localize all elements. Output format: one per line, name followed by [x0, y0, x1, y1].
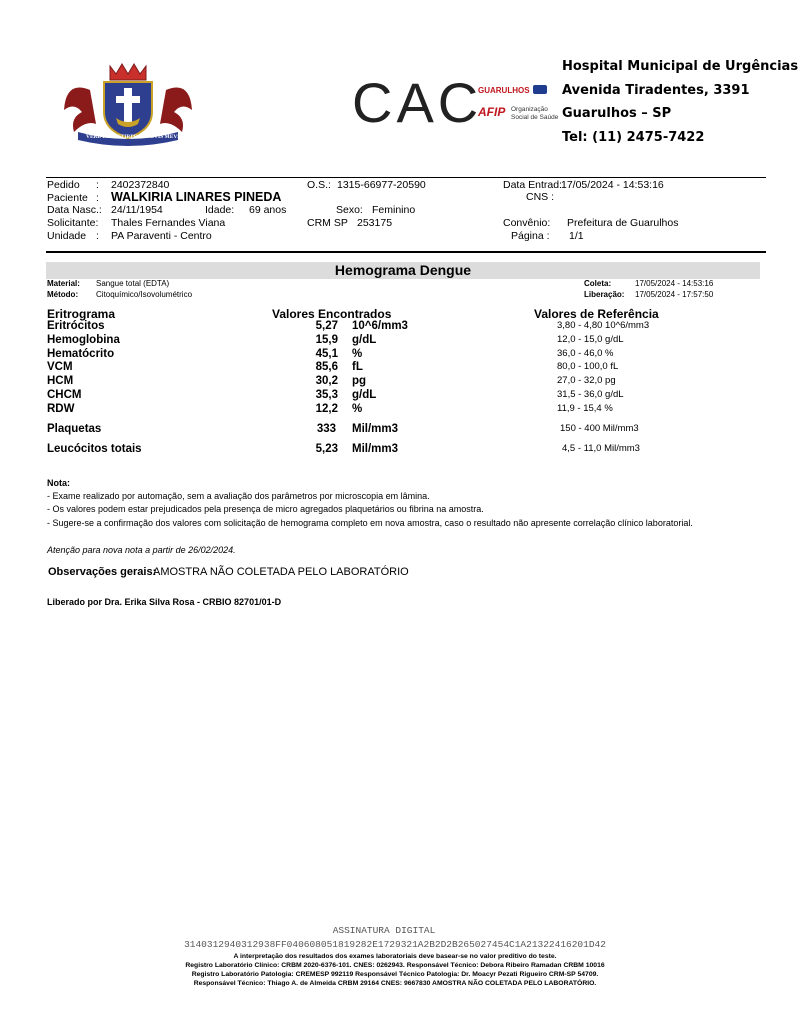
pedido-label: Pedido: [47, 179, 80, 191]
result-reference: 80,0 - 100,0 fL: [557, 361, 619, 372]
data-entrada-label: Data Entrad:: [503, 179, 562, 191]
footer-line: Registro Laboratório Clínico: CRBM 2020-6376-101. CNES: 0262943. Responsável Técnico: Debora Ribeiro Ramadan CRBM 10016: [185, 962, 605, 969]
afip-subtitle-1: Organização: [511, 106, 548, 113]
unidade-value: PA Paraventi - Centro: [111, 230, 212, 242]
result-reference: 150 - 400 Mil/mm3: [560, 423, 639, 434]
result-name: Plaquetas: [47, 423, 102, 435]
section-heading: Eritrograma: [47, 307, 116, 321]
result-reference: 36,0 - 46,0 %: [557, 348, 614, 359]
paciente-value: WALKIRIA LINARES PINEDA: [111, 190, 282, 204]
result-unit: pg: [352, 375, 367, 387]
result-reference: 27,0 - 32,0 pg: [557, 375, 616, 386]
paciente-label: Paciente: [47, 192, 88, 204]
note-line: - Os valores podem estar prejudicados pela presença de micro agregados plaquetários ou fibrina na amostra.: [47, 504, 484, 514]
crm-value: 253175: [357, 217, 393, 229]
obs-value: AMOSTRA NÃO COLETADA PELO LABORATÓRIO: [153, 566, 409, 578]
exam-title: Hemograma Dengue: [334, 262, 472, 278]
footer-line: A interpretação dos resultados dos exames laboratoriais deve basear-se no valor preditivo do teste.: [233, 953, 557, 960]
result-reference: 11,9 - 15,4 %: [557, 403, 613, 414]
coleta-label: Coleta:: [584, 279, 612, 288]
idade-label: Idade:: [205, 204, 235, 216]
result-reference: 4,5 - 11,0 Mil/mm3: [562, 443, 640, 454]
result-unit: 10^6/mm3: [352, 320, 408, 332]
material-label: Material:: [47, 279, 80, 288]
sexo-value: Feminino: [372, 204, 416, 216]
coleta-value: 17/05/2024 - 14:53:16: [635, 279, 714, 288]
result-unit: g/dL: [352, 389, 377, 401]
note-line: - Sugere-se a confirmação dos valores com solicitação de hemograma completo em nova amostra, caso o resultado não apresente correlação clínico laboratorial.: [47, 518, 693, 528]
note-line: - Exame realizado por automação, sem a avaliação dos parâmetros por microscopia em lâmina.: [47, 491, 430, 501]
digital-signature-hash: 3140312940312938FF040608051819282E1729321A2B2D2B265027454C1A21322416201D42: [184, 939, 606, 950]
result-unit: %: [352, 348, 363, 360]
result-unit: Mil/mm3: [352, 443, 399, 455]
nasc-value: 24/11/1954: [111, 204, 163, 216]
os-value: 1315-66977-20590: [337, 179, 426, 191]
patient-divider: [46, 251, 766, 253]
pagina-value: 1/1: [569, 230, 584, 242]
result-unit: Mil/mm3: [352, 423, 399, 435]
solicitante-label: Solicitante:: [47, 217, 99, 229]
cns-label: CNS :: [526, 191, 555, 203]
digital-signature-label: ASSINATURA DIGITAL: [332, 925, 436, 936]
cac-logo: CAC: [352, 71, 483, 134]
result-name: Hematócrito: [47, 348, 115, 360]
hospital-address: Avenida Tiradentes, 3391: [562, 83, 750, 98]
os-label: O.S.:: [307, 179, 331, 191]
result-value: 333: [316, 423, 336, 435]
result-name: Eritrócitos: [47, 320, 105, 332]
result-value: 15,9: [315, 334, 338, 346]
liberacao-label: Liberação:: [584, 290, 625, 299]
metodo-label: Método:: [47, 290, 79, 299]
footer-line: Registro Laboratório Patologia: CREMESP 992119 Responsável Técnico Patologia: Dr. Moacyr Pezati Rigueiro CRM-SP 54709.: [191, 971, 599, 978]
partner-city: GUARULHOS: [478, 86, 530, 95]
obs-label: Observações gerais:: [48, 566, 157, 578]
result-value: 45,1: [315, 348, 338, 360]
result-name: VCM: [47, 361, 73, 373]
result-reference: 12,0 - 15,0 g/dL: [557, 334, 624, 345]
result-value: 35,3: [315, 389, 338, 401]
idade-value: 69 anos: [249, 204, 287, 216]
colon-sep: :: [96, 179, 99, 191]
result-name: Hemoglobina: [47, 334, 120, 346]
result-name: HCM: [47, 375, 74, 387]
sexo-label: Sexo:: [336, 204, 363, 216]
result-value: 5,27: [315, 320, 338, 332]
result-value: 30,2: [315, 375, 338, 387]
data-entrada-value: 17/05/2024 - 14:53:16: [561, 179, 664, 191]
pedido-value: 2402372840: [111, 179, 170, 191]
metodo-value: Citoquímico/Isovolumétrico: [96, 290, 193, 299]
exam-title-bar: [46, 262, 760, 279]
col-found-heading: Valores Encontrados: [272, 307, 392, 321]
footer-line: Responsável Técnico: Thiago A. de Almeida CRBM 29164 CNES: 9667830 AMOSTRA NÃO COLETADA PELO LABORATÓRIO.: [193, 980, 597, 987]
result-reference: 3,80 - 4,80 10^6/mm3: [557, 320, 650, 331]
afip-subtitle-2: Social de Saúde: [511, 114, 559, 121]
attention-note: Atenção para nova nota a partir de 26/02/2024.: [47, 545, 236, 555]
crm-label: CRM SP: [307, 217, 348, 229]
pagina-label: Página :: [511, 230, 550, 242]
hospital-phone: Tel: (11) 2475-7422: [562, 130, 705, 145]
unidade-label: Unidade: [47, 230, 87, 242]
col-ref-heading: Valores de Referência: [534, 307, 659, 321]
result-value: 12,2: [315, 403, 338, 415]
result-unit: fL: [352, 361, 363, 373]
result-unit: g/dL: [352, 334, 377, 346]
solicitante-value: Thales Fernandes Viana: [111, 217, 226, 229]
colon-sep: :: [96, 230, 99, 242]
result-value: 85,6: [315, 361, 338, 373]
convenio-label: Convênio:: [503, 217, 551, 229]
afip-logo: AFIP: [478, 105, 506, 119]
header-divider: [46, 177, 766, 178]
result-name: Leucócitos totais: [47, 443, 142, 455]
notes-title: Nota:: [47, 478, 70, 488]
nasc-label: Data Nasc.:: [47, 204, 102, 216]
liberado-por: Liberado por Dra. Erika Silva Rosa - CRBIO 82701/01-D: [47, 597, 282, 607]
result-name: RDW: [47, 403, 75, 415]
hospital-name: Hospital Municipal de Urgências: [562, 59, 798, 74]
result-reference: 31,5 - 36,0 g/dL: [557, 389, 624, 400]
convenio-value: Prefeitura de Guarulhos: [567, 217, 679, 229]
flag-icon: [533, 85, 547, 94]
result-unit: %: [352, 403, 363, 415]
colon-sep: :: [96, 192, 99, 204]
material-value: Sangue total (EDTA): [96, 279, 170, 288]
result-name: CHCM: [47, 389, 82, 401]
city-coat-of-arms: [60, 60, 196, 148]
hospital-city: Guarulhos – SP: [562, 106, 672, 121]
result-value: 5,23: [315, 443, 338, 455]
liberacao-value: 17/05/2024 - 17:57:50: [635, 290, 714, 299]
coat-motto: VERE FILII STIRPE SANGVIS MEVS: [86, 134, 181, 140]
